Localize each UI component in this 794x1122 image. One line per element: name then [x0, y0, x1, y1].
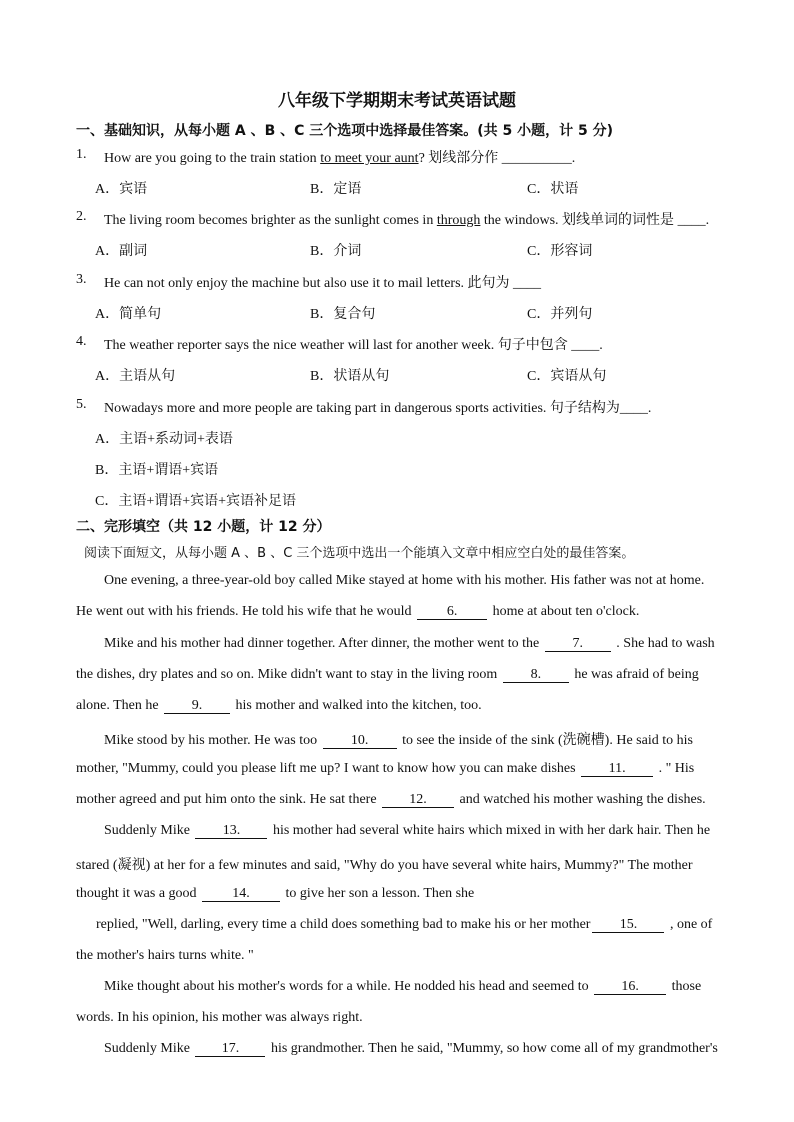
passage-text: the mother's hairs turns white. ": [76, 948, 254, 963]
cloze-blank: 14.: [202, 887, 280, 902]
passage-text: replied, "Well, darling, every time a child does something bad to make his or her mother: [96, 917, 591, 932]
section2-instruction: 阅读下面短文，从每小题 A 、B 、C 三个选项中选出一个能填入文章中相应空白处的最佳答案。: [84, 546, 635, 561]
cloze-blank: 15.: [592, 918, 664, 933]
passage-text: to give her son a lesson. Then she: [282, 886, 475, 901]
passage-text: . " His: [655, 761, 695, 776]
passage-line: [76, 948, 254, 964]
cloze-blank: 16.: [594, 980, 666, 995]
passage-text: his mother had several white hairs which mixed in with her dark hair. Then he: [269, 823, 711, 838]
passage-line: [76, 854, 693, 874]
q3-option-b: B．复合句: [310, 307, 376, 322]
passage-text: his grandmother. Then he said, "Mummy, so how come all of my grandmother's: [267, 1041, 718, 1056]
cloze-blank: 6.: [417, 605, 487, 620]
passage-line: [104, 823, 710, 839]
passage-text: mother agreed and put him onto the sink. He sat there: [76, 792, 381, 807]
q4-before: The weather reporter says the nice weather will last for another week. 句子中包含: [104, 338, 572, 353]
passage-line: [104, 1041, 718, 1057]
cloze-blank: 10.: [323, 734, 397, 749]
q3-before: He can not only enjoy the machine but also use it to mail letters. 此句为: [104, 276, 514, 291]
passage-text: those: [668, 979, 702, 994]
q3-option-c: C．并列句: [527, 307, 593, 322]
q4-number: 4.: [76, 334, 87, 349]
passage-text: Suddenly Mike: [104, 823, 194, 838]
q5-option-b: B．主语+谓语+宾语: [95, 463, 219, 478]
passage-text: words. In his opinion, his mother was always right.: [76, 1010, 363, 1025]
passage-line: [76, 604, 639, 620]
passage-text: home at about ten o'clock.: [489, 604, 640, 619]
q2-number: 2.: [76, 209, 87, 224]
cloze-blank: 8.: [503, 668, 569, 683]
passage-text: the dishes, dry plates and so on. Mike didn't want to stay in the living room: [76, 667, 501, 682]
passage-text: Mike thought about his mother's words for a while. He nodded his head and seemed to: [104, 979, 593, 994]
q3-number: 3.: [76, 272, 87, 287]
passage-text: Mike stood by his mother. He was too: [104, 733, 321, 748]
q1-blank: __________: [501, 151, 572, 166]
passage-text: Suddenly Mike: [104, 1041, 194, 1056]
q5-before: Nowadays more and more people are taking part in dangerous sports activities. 句子结构为: [104, 401, 620, 416]
q1-option-b: B．定语: [310, 182, 362, 197]
q2-before: The living room becomes brighter as the sunlight comes in: [104, 213, 437, 228]
q4-text: [104, 334, 603, 354]
q1-before: How are you going to the train station: [104, 151, 321, 166]
q4-option-b: B．状语从句: [310, 369, 390, 384]
passage-text: mother, "Mummy, could you please lift me up? I want to know how you can make dishes: [76, 761, 580, 776]
passage-line: [76, 698, 482, 714]
q5-text: [104, 397, 651, 417]
q2-text: [104, 209, 709, 229]
section2-heading: 二、完形填空（共 12 小题，计 12 分）: [76, 519, 331, 535]
q2-after: the windows. 划线单词的词性是: [480, 213, 678, 228]
q5-number: 5.: [76, 397, 87, 412]
passage-line: [76, 761, 694, 777]
passage-text: to see the inside of the sink (洗碗槽). He said to his: [398, 733, 693, 748]
q4-option-a: A．主语从句: [95, 369, 176, 384]
page-title: 八年级下学期期末考试英语试题: [278, 91, 516, 111]
q2-option-a: A．副词: [95, 244, 148, 259]
q3-blank: ____: [513, 276, 542, 291]
q1-option-c: C．状语: [527, 182, 579, 197]
passage-text: . She had to wash: [612, 636, 715, 651]
passage-line: [96, 917, 712, 933]
passage-text: , one of: [666, 917, 713, 932]
cloze-blank: 11.: [581, 762, 653, 777]
passage-text: He went out with his friends. He told his wife that he would: [76, 604, 416, 619]
passage-text: alone. Then he: [76, 698, 163, 713]
passage-text: thought it was a good: [76, 886, 201, 901]
passage-text: his mother and walked into the kitchen, too.: [232, 698, 482, 713]
q3-text: [104, 272, 541, 292]
passage-line: [104, 573, 704, 589]
q5-option-c: C．主语+谓语+宾语+宾语补足语: [95, 494, 297, 509]
q1-number: 1.: [76, 147, 87, 162]
passage-text: One evening, a three-year-old boy called Mike stayed at home with his mother. His father was not at home.: [104, 573, 705, 588]
passage-line: [76, 667, 699, 683]
cloze-blank: 17.: [195, 1042, 265, 1057]
q5-option-a: A．主语+系动词+表语: [95, 432, 233, 447]
cloze-blank: 7.: [545, 637, 611, 652]
q2-option-b: B．介词: [310, 244, 362, 259]
passage-line: [104, 636, 715, 652]
q1-option-a: A．宾语: [95, 182, 148, 197]
passage-text: and watched his mother washing the dishes.: [456, 792, 706, 807]
passage-text: he was afraid of being: [570, 667, 699, 682]
q3-option-a: A．简单句: [95, 307, 162, 322]
cloze-blank: 9.: [164, 699, 230, 714]
q2-blank: ____: [677, 213, 706, 228]
q1-text: [104, 147, 575, 167]
q2-option-c: C．形容词: [527, 244, 593, 259]
q4-option-c: C．宾语从句: [527, 369, 607, 384]
q4-blank: ____: [571, 338, 600, 353]
cloze-blank: 13.: [195, 824, 267, 839]
passage-line: [104, 979, 701, 995]
passage-text: stared (凝视) at her for a few minutes and said, "Why do you have several white hairs, Mummy?" The mother: [76, 858, 693, 873]
passage-line: [104, 729, 693, 749]
q2-end: .: [705, 213, 710, 228]
q1-underlined: to meet your aunt: [320, 151, 419, 166]
section1-heading: 一、基础知识，从每小题 A 、B 、C 三个选项中选择最佳答案。(共 5 小题，计 5 分): [76, 123, 614, 139]
passage-text: Mike and his mother had dinner together. After dinner, the mother went to the: [104, 636, 543, 651]
q2-underlined: through: [436, 213, 481, 228]
q4-end: .: [599, 338, 603, 353]
cloze-blank: 12.: [382, 793, 454, 808]
q5-blank: ____: [619, 401, 648, 416]
q1-end: .: [571, 151, 576, 166]
q5-end: .: [647, 401, 652, 416]
passage-line: [76, 886, 474, 902]
passage-line: [76, 1010, 363, 1026]
passage-line: [76, 792, 706, 808]
q1-after: ? 划线部分作: [418, 151, 502, 166]
